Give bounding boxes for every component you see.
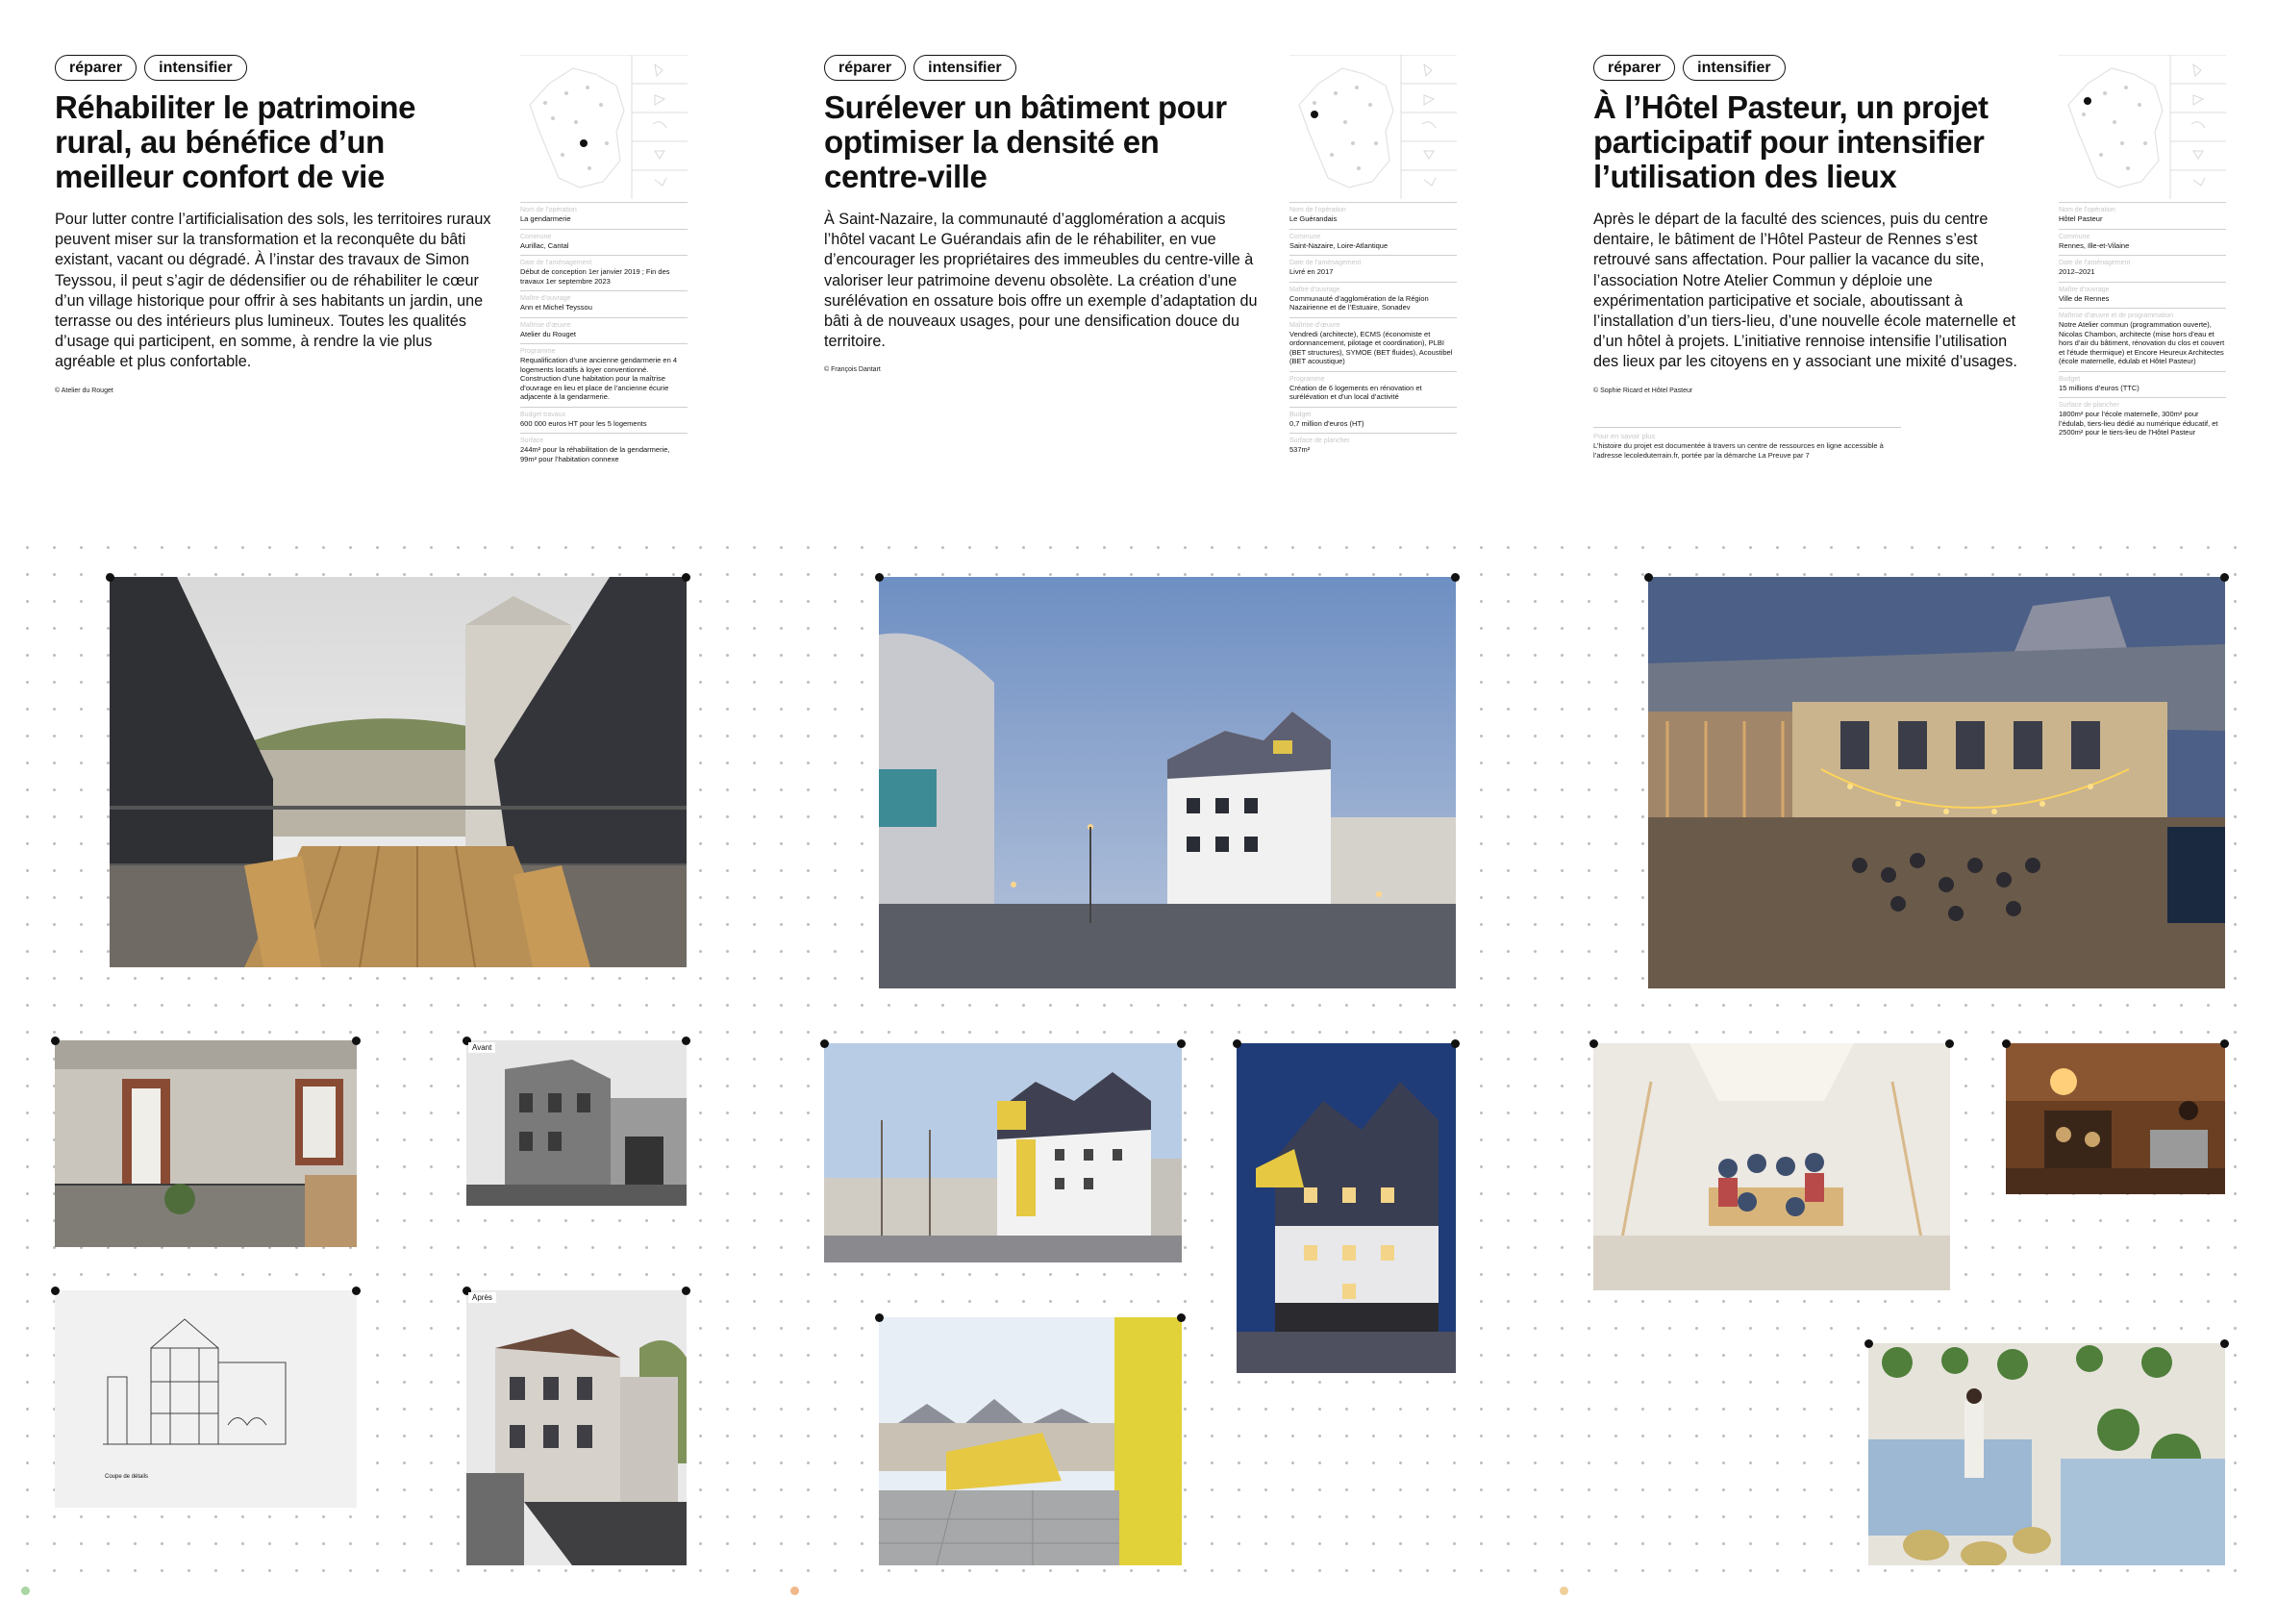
corner-marker — [682, 1037, 690, 1045]
photo-terrace[interactable] — [110, 577, 687, 967]
fact-label: Budget travaux — [520, 411, 566, 418]
footer-dot — [21, 1587, 30, 1595]
photo-image — [1868, 1343, 2225, 1565]
fact-label: Maîtrise d’œuvre et de programmation — [2059, 312, 2174, 319]
photo-image — [1648, 577, 2225, 988]
footer-dot — [1560, 1587, 1568, 1595]
drawing-caption: Coupe de détails — [105, 1474, 149, 1480]
fact-value: Livré en 2017 — [1289, 267, 1334, 276]
france-map — [2059, 55, 2226, 199]
fact-value: Rennes, Ille-et-Vilaine — [2059, 240, 2130, 250]
tag-reparer[interactable]: réparer — [1593, 55, 1675, 81]
corner-marker — [875, 573, 884, 582]
fact-row — [2059, 255, 2226, 282]
photo-credit: © Atelier du Rouget — [55, 387, 113, 394]
tag-intensifier[interactable]: intensifier — [913, 55, 1015, 81]
photo-street-dusk[interactable] — [879, 577, 1456, 988]
tag-intensifier[interactable]: intensifier — [1683, 55, 1785, 81]
article-title: Surélever un bâtiment pour optimiser la densité en centre-ville — [824, 89, 1227, 194]
photo-building-night[interactable] — [1237, 1043, 1456, 1373]
fact-label: Nom de l’opération — [2059, 207, 2115, 213]
corner-marker — [682, 573, 690, 582]
fact-value: 244m² pour la réhabilitation de la gendarmerie, 99m² pour l’habitation connexe — [520, 445, 670, 463]
fact-row — [2059, 371, 2226, 398]
facts-table — [2059, 202, 2226, 442]
fact-label: Surface de plancher — [2059, 402, 2119, 409]
article-title: À l’Hôtel Pasteur, un projet participatif pour intensifier l’utilisation des lieux — [1593, 89, 1989, 194]
corner-marker — [1945, 1039, 1954, 1048]
photo-image — [1593, 1043, 1950, 1290]
corner-marker — [2220, 573, 2229, 582]
article-body — [824, 210, 1262, 381]
corner-marker — [106, 573, 114, 582]
fact-row — [520, 229, 688, 256]
france-map — [1289, 55, 1457, 199]
photo-image — [55, 1040, 357, 1247]
fact-label: Commune — [2059, 233, 2090, 240]
fact-label: Date de l’aménagement — [520, 260, 592, 266]
photo-courtyard-event[interactable] — [1648, 577, 2225, 988]
fact-value: 2012–2021 — [2059, 267, 2095, 276]
fact-value: 15 millions d’euros (TTC) — [2059, 383, 2139, 392]
fact-row — [1289, 433, 1457, 460]
fact-label: Commune — [1289, 233, 1321, 240]
fact-row — [1289, 202, 1457, 229]
body-text: Après le départ de la faculté des sciences, puis du centre dentaire, le bâtiment de l’Hôtel Pasteur de Rennes s’est retrouvé sans affectation. Pour pallier la vacance du site, l’association Notre Atelier Commun y déploie une expérimentation participative et sociale, aboutissant à l’installation d’un tiers-lieu, d’une nouvelle école maternelle et d’un hôtel à projets. L’initiative rennoise intensifie l’utilisation des lieux par les citoyens en y associant une mixité d’usages. — [1593, 211, 2017, 371]
corner-marker — [1864, 1339, 1873, 1348]
fact-row — [520, 343, 688, 407]
fact-value: 537m² — [1289, 445, 1311, 454]
corner-marker — [352, 1037, 361, 1045]
fact-value: Début de conception 1er janvier 2019 ; Fin des travaux 1er septembre 2023 — [520, 267, 670, 286]
fact-row — [520, 255, 688, 290]
fact-row — [520, 407, 688, 434]
fact-label: Maître d’ouvrage — [1289, 286, 1340, 293]
fact-row — [2059, 308, 2226, 371]
corner-marker — [682, 1287, 690, 1295]
corner-marker — [1589, 1039, 1598, 1048]
fact-row — [520, 433, 688, 468]
fact-row — [1289, 229, 1457, 256]
photo-image — [879, 577, 1456, 988]
map-icon — [1289, 55, 1457, 199]
photo-classroom[interactable] — [1593, 1043, 1950, 1290]
article-body — [1593, 210, 2031, 401]
fact-row — [520, 290, 688, 317]
photo-image — [1237, 1043, 1456, 1373]
fact-label: Maîtrise d’œuvre — [520, 321, 571, 329]
before-badge: Avant — [468, 1042, 495, 1053]
note-text: L’histoire du projet est documentée à travers un centre de ressources en ligne accessible à l’adresse lecoleduterrain.fr, portée par la démarche La Preuve par 7 — [1593, 441, 1884, 460]
photo-rooftop[interactable] — [879, 1317, 1182, 1565]
photo-before[interactable] — [466, 1040, 687, 1206]
photo-image — [466, 1290, 687, 1565]
facts-table — [1289, 202, 1457, 460]
photo-music-room[interactable] — [2006, 1043, 2225, 1194]
facts-table — [520, 202, 688, 468]
fact-value: Vendredi (architecte), ECMS (économiste et ordonnancement, pilotage et coordination), PLBI (BET structures), SYMOE (BET fluides), Acoustibel (BET acoustique) — [1289, 329, 1453, 365]
fact-row — [2059, 397, 2226, 442]
fact-label: Date de l’aménagement — [1289, 260, 1362, 266]
fact-value: Communauté d’agglomération de la Région Nazairienne et de l’Estuaire, Sonadev — [1289, 293, 1429, 312]
fact-label: Surface de plancher — [1289, 437, 1350, 444]
tag-reparer[interactable]: réparer — [824, 55, 906, 81]
photo-image — [2006, 1043, 2225, 1194]
fact-value: 1800m² pour l’école maternelle, 300m² pour l’édulab, tiers-lieu dédié au numérique éducatif, et 2500m² pour le tiers-lieu de l’Hôtel Pasteur — [2059, 410, 2218, 437]
fact-value: Atelier du Rouget — [520, 329, 576, 338]
tag-group — [1593, 55, 1786, 81]
fact-row — [1289, 282, 1457, 317]
fact-row — [2059, 202, 2226, 229]
fact-value: Ann et Michel Teyssou — [520, 303, 592, 312]
map-icon — [2059, 55, 2226, 199]
fact-value: Notre Atelier commun (programmation ouverte), Nicolas Chambon, architecte (mise hors d’eau et hors d’air du bâtiment, rénovation du clos et couvert et l’étude thermique) et Encore Heureux Architectes (école maternelle, édulab et Hôtel Pasteur) — [2059, 320, 2225, 365]
drawing-section[interactable] — [55, 1290, 357, 1508]
fact-label: Programme — [1289, 375, 1325, 383]
corner-marker — [875, 1313, 884, 1322]
fact-row — [1289, 407, 1457, 434]
after-badge: Après — [468, 1292, 496, 1303]
photo-building-day[interactable] — [824, 1043, 1182, 1262]
further-reading — [1593, 427, 1901, 461]
fact-row — [2059, 282, 2226, 309]
footer-dot — [790, 1587, 799, 1595]
fact-value: Le Guérandais — [1289, 214, 1338, 223]
fact-label: Nom de l’opération — [520, 207, 577, 213]
corner-marker — [1233, 1039, 1241, 1048]
fact-value: Ville de Rennes — [2059, 293, 2110, 303]
tag-intensifier[interactable]: intensifier — [144, 55, 246, 81]
note-label: Pour en savoir plus — [1593, 432, 1656, 440]
fact-row — [520, 202, 688, 229]
fact-label: Budget — [1289, 411, 1312, 418]
corner-marker — [352, 1287, 361, 1295]
fact-label: Maître d’ouvrage — [520, 295, 571, 302]
photo-image — [879, 1317, 1182, 1565]
fact-value: La gendarmerie — [520, 214, 571, 223]
fact-value: 600 000 euros HT pour les 5 logements — [520, 418, 647, 428]
fact-label: Date de l’aménagement — [2059, 260, 2131, 266]
corner-marker — [1644, 573, 1653, 582]
corner-marker — [1451, 573, 1460, 582]
corner-marker — [2220, 1039, 2229, 1048]
fact-value: Saint-Nazaire, Loire-Atlantique — [1289, 240, 1389, 250]
fact-label: Surface — [520, 437, 544, 444]
map-icon — [520, 55, 688, 199]
fact-value: Aurillac, Cantal — [520, 240, 569, 250]
fact-value: Création de 6 logements en rénovation et surélévation et d’un local d’activité — [1289, 383, 1422, 401]
photo-image — [110, 577, 687, 967]
photo-credit: © Sophie Ricard et Hôtel Pasteur — [1593, 387, 1693, 394]
photo-after[interactable] — [466, 1290, 687, 1565]
fact-row — [1289, 371, 1457, 407]
photo-garden-room[interactable] — [1868, 1343, 2225, 1565]
fact-value: 0,7 million d’euros (HT) — [1289, 418, 1364, 428]
corner-marker — [2220, 1339, 2229, 1348]
fact-label: Commune — [520, 233, 552, 240]
france-map — [520, 55, 688, 199]
fact-row — [1289, 317, 1457, 371]
fact-value: Requalification d’une ancienne gendarmerie en 4 logements locatifs à loyer conventionné. Construction d’une habitation pour la maîtrise d’ouvrage en lieu et place de l’ancienne écurie adjacente à la gendarmerie. — [520, 356, 678, 401]
fact-label: Maîtrise d’œuvre — [1289, 321, 1340, 329]
body-text: Pour lutter contre l’artificialisation des sols, les territoires ruraux peuvent miser sur la transformation et la reconquête du bâti existant, vacant ou dégradé. À l’instar des travaux de Simon Teyssou, il peut s’agir de dédensifier ou de réhabiliter le cœur d’un village historique pour offrir à ses habitants un jardin, une terrasse ou des intérieurs plus lumineux. Toutes les qualités d’usage qui participent, en somme, à rendre la vie plus agréable et plus confortable. — [55, 211, 491, 371]
corner-marker — [2002, 1039, 2011, 1048]
photo-balcony[interactable] — [55, 1040, 357, 1247]
tag-group — [55, 55, 247, 81]
tag-reparer[interactable]: réparer — [55, 55, 137, 81]
fact-label: Programme — [520, 348, 556, 355]
corner-marker — [51, 1287, 60, 1295]
photo-image — [466, 1040, 687, 1206]
fact-row — [1289, 255, 1457, 282]
body-text: À Saint-Nazaire, la communauté d’agglomération a acquis l’hôtel vacant Le Guérandais afin de le réhabiliter, en vue d’encourager les propriétaires des immeubles du centre-ville à valoriser leur patrimoine devenu obsolète. La création d’une surélévation en ossature bois offre un exemple d’adaptation du bâti à de nouveaux usages, pour une densification douce du territoire. — [824, 211, 1258, 351]
tag-group — [824, 55, 1016, 81]
corner-marker — [1451, 1039, 1460, 1048]
fact-label: Nom de l’opération — [1289, 207, 1346, 213]
fact-row — [2059, 229, 2226, 256]
article-title: Réhabiliter le patrimoine rural, au bénéfice d’un meilleur confort de vie — [55, 89, 416, 194]
photo-image — [824, 1043, 1182, 1262]
corner-marker — [1177, 1039, 1186, 1048]
fact-value: Hôtel Pasteur — [2059, 214, 2103, 223]
fact-label: Budget — [2059, 375, 2081, 383]
photo-credit: © François Dantart — [824, 366, 881, 374]
corner-marker — [820, 1039, 829, 1048]
corner-marker — [1177, 1313, 1186, 1322]
fact-row — [520, 317, 688, 344]
corner-marker — [51, 1037, 60, 1045]
article-body — [55, 210, 492, 401]
fact-label: Maître d’ouvrage — [2059, 286, 2110, 293]
